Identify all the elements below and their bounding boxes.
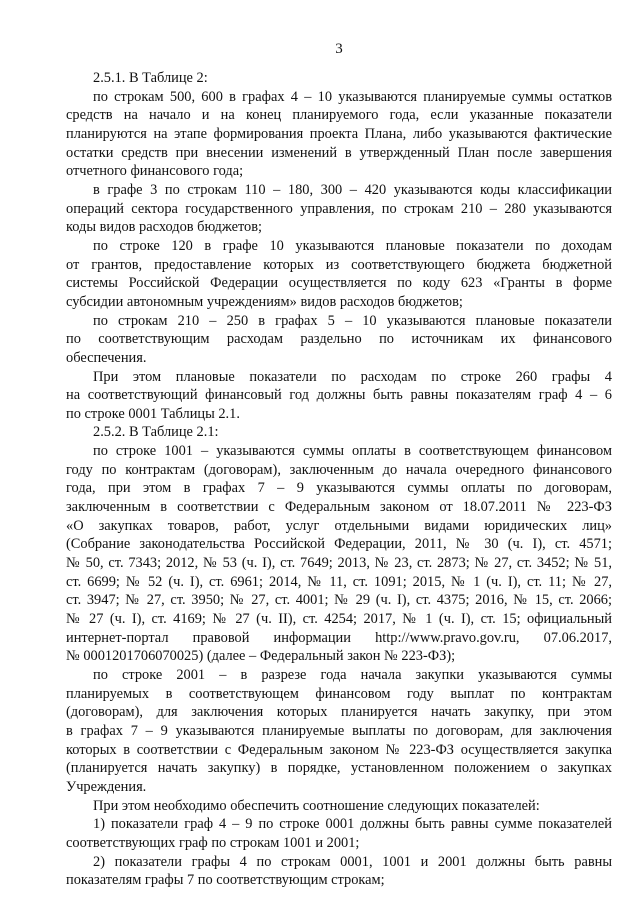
text-line: системы Российской Федерации осуществляется по коду 623 «Гранты в форме: [66, 275, 612, 292]
text-line: от грантов, предоставление которых из соответствующего бюджета бюджетной: [66, 256, 612, 273]
text-line: в графе 3 по строкам 110 – 180, 300 – 420 указываются коды классификации: [93, 181, 612, 198]
paragraph: [66, 237, 612, 312]
paragraph: [66, 368, 612, 424]
text-line: «О закупках товаров, работ, услуг отдельными видами юридических лиц»: [66, 517, 612, 534]
text-line: года, при этом в графах 7 – 9 указываются суммы оплаты по договорам,: [66, 480, 612, 497]
paragraph: [66, 181, 612, 237]
text-line: При этом необходимо обеспечить соотношение следующих показателей:: [93, 797, 540, 814]
paragraph: [66, 69, 612, 88]
paragraph: [66, 815, 612, 852]
text-line: (планируется начать закупку) в порядке, установленном положением о закупках: [66, 760, 612, 777]
text-line: по строке 1001 – указываются суммы оплаты в соответствующем финансовом: [93, 443, 612, 460]
text-line: № 50, ст. 7343; 2012, № 53 (ч. I), ст. 7649; 2013, № 23, ст. 2873; № 27, ст. 3452; № 51,: [66, 555, 612, 572]
text-line: году по контрактам (договорам), заключенным до начала очередного финансового: [66, 461, 612, 478]
text-line: (Собрание законодательства Российской Федерации, 2011, № 30 (ч. I), ст. 4571;: [66, 536, 612, 553]
text-line: планируемых в соответствующем финансовом году выплат по контрактам: [66, 685, 612, 702]
text-line: соответствующих граф по строкам 1001 и 2001;: [66, 834, 360, 851]
text-line: по строке 2001 – в разрезе года начала закупки указываются суммы: [93, 667, 612, 683]
text-line: интернет-портал правовой информации http://www.pravo.gov.ru, 07.06.2017,: [66, 629, 612, 646]
text-line: планируются на этапе формирования проекта Плана, либо указываются фактические: [66, 125, 612, 142]
text-line: операций сектора государственного управления, по строкам 210 – 280 указываются: [66, 200, 612, 217]
text-line: по строкам 210 – 250 в графах 5 – 10 указываются плановые показатели: [93, 312, 612, 329]
text-line: ст. 3947; № 27, ст. 3950; № 27, ст. 4001; № 29 (ч. I), ст. 4375; 2016, № 15, ст. 2066;: [66, 592, 612, 609]
text-line: ст. 6699; № 52 (ч. I), ст. 6961; 2014, № 11, ст. 1091; 2015, № 1 (ч. I), ст. 11; № 27,: [66, 573, 612, 590]
paragraph: [66, 423, 612, 442]
paragraph: [66, 442, 612, 666]
text-line: средств на начало и на конец планируемого года, если указанные показатели: [66, 107, 612, 124]
text-line: 2.5.2. В Таблице 2.1:: [93, 424, 219, 441]
text-line: При этом плановые показатели по расходам по строке 260 графы 4: [93, 368, 612, 385]
text-line: Учреждения.: [66, 778, 147, 795]
paragraph: [66, 797, 612, 816]
text-line: по строке 0001 Таблицы 2.1.: [66, 405, 240, 422]
text-line: по строке 120 в графе 10 указываются плановые показатели по доходам: [93, 237, 612, 254]
text-line: коды видов расходов бюджетов;: [66, 219, 263, 236]
paragraph: [66, 666, 612, 797]
text-line: № 27 (ч. I), ст. 4169; № 27 (ч. II), ст. 4254; 2017, № 1 (ч. I), ст. 15; официальный: [66, 611, 612, 628]
text-line: 2.5.1. В Таблице 2:: [93, 70, 208, 86]
text-line: на соответствующий финансовый год должны быть равны показателям граф 4 – 6: [66, 387, 612, 404]
text-line: по строкам 500, 600 в графах 4 – 10 указываются планируемые суммы остатков: [93, 88, 612, 105]
page-number: 3: [335, 41, 343, 57]
text-line: 1) показатели граф 4 – 9 по строке 0001 должны быть равны сумме показателей: [93, 816, 612, 833]
text-line: № 0001201706070025) (далее – Федеральный закон № 223-ФЗ);: [66, 648, 456, 665]
text-line: обеспечения.: [66, 349, 147, 366]
paragraph: [66, 853, 612, 890]
document-body: [66, 69, 612, 890]
paragraph: [66, 88, 612, 181]
text-line: заключенным в соответствии с Федеральным законом от 18.07.2011 № 223-ФЗ: [66, 499, 612, 516]
text-line: показателям графы 7 по соответствующим строкам;: [66, 872, 385, 889]
paragraph: [66, 312, 612, 368]
text-line: субсидии автономным учреждениям» видов расходов бюджетов;: [66, 293, 463, 310]
text-line: 2) показатели графы 4 по строкам 0001, 1001 и 2001 должны быть равны: [93, 853, 612, 870]
text-line: (договорам), для заключения которых планируется начать закупку, при этом: [66, 704, 612, 721]
text-line: отчетного финансового года;: [66, 163, 244, 180]
text-line: в графах 7 – 9 указываются планируемые выплаты по договорам, для заключения: [66, 722, 612, 739]
text-line: которых в соответствии с Федеральным законом № 223-ФЗ осуществляется закупка: [66, 741, 612, 758]
text-line: по соответствующим расходам раздельно по источникам их финансового: [66, 331, 612, 348]
text-line: остатки средств при внесении изменений в утвержденный План после завершения: [66, 144, 612, 161]
